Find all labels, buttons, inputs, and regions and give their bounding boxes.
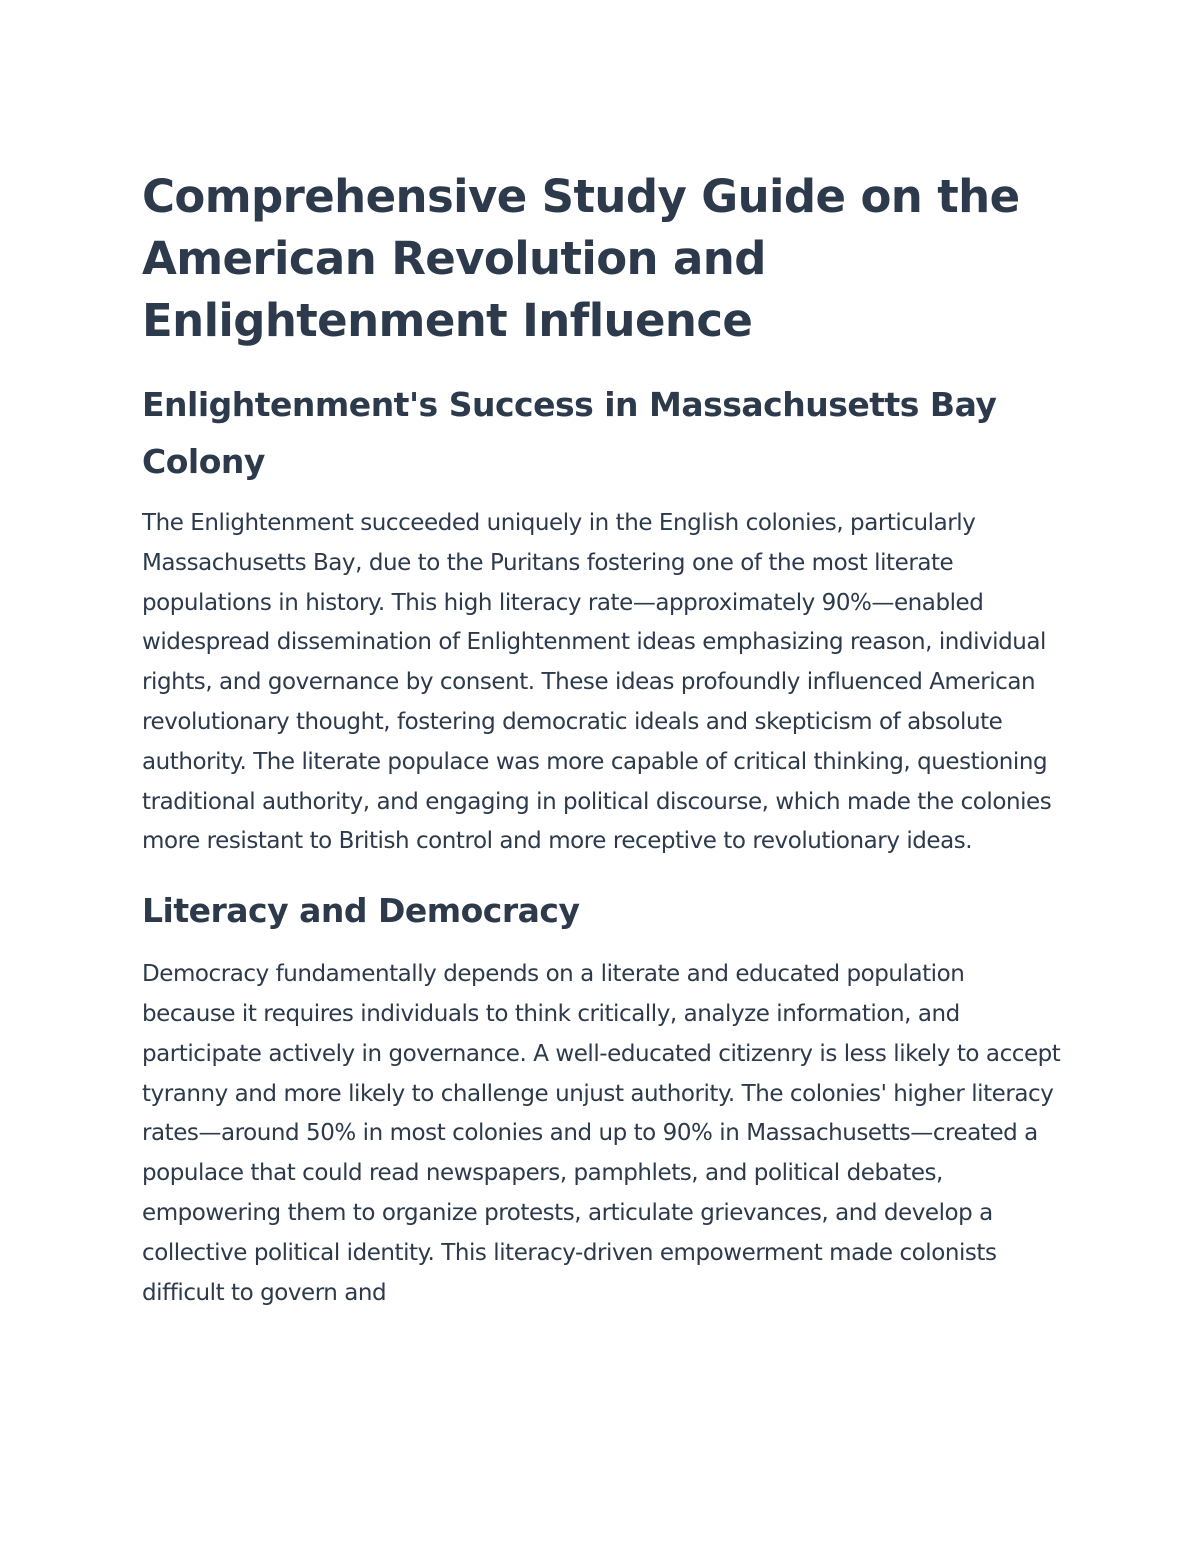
section-enlightenment-success <box>142 376 1062 862</box>
section-heading: Enlightenment's Success in Massachusetts Bay Colony <box>142 385 997 481</box>
section-literacy-democracy <box>142 882 1062 1313</box>
document-title: Comprehensive Study Guide on the American Revolution and Enlightenment Influence <box>142 170 1020 347</box>
document-page <box>142 166 1062 1313</box>
section-paragraph: Democracy fundamentally depends on a literate and educated population because it requires individuals to think critically, analyze information, and participate actively in governance. A well-educated citizenry is less likely to accept tyranny and more likely to challenge unjust authority. The colonies' higher literacy rates—around 50% in most colonies and up to 90% in Massachusetts—created a populace that could read newspapers, pamphlets, and political debates, empowering them to organize protests, articulate grievances, and develop a collective political identity. This literacy-driven empowerment made colonists difficult to govern and <box>142 961 1061 1306</box>
section-paragraph: The Enlightenment succeeded uniquely in the English colonies, particularly Massachusetts Bay, due to the Puritans fostering one of the most literate populations in history. This high literacy rate—approximately 90%—enabled widespread dissemination of Enlightenment ideas emphasizing reason, individual rights, and governance by consent. These ideas profoundly influenced American revolutionary thought, fostering democratic ideals and skepticism of absolute authority. The literate populace was more capable of critical thinking, questioning traditional authority, and engaging in political discourse, which made the colonies more resistant to British control and more receptive to revolutionary ideas. <box>142 510 1052 855</box>
section-heading: Literacy and Democracy <box>142 891 580 931</box>
